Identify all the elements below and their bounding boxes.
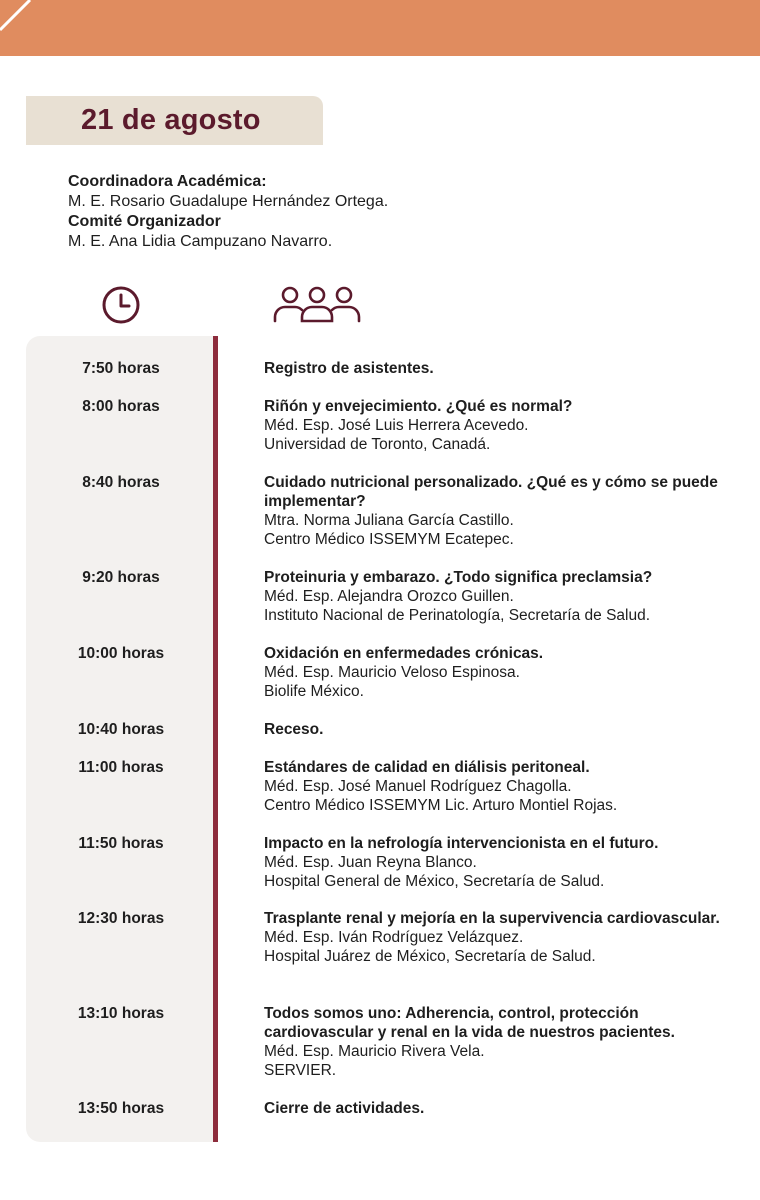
schedule-time: 13:10 horas	[77, 1005, 165, 1022]
session-speaker: Mtra. Norma Juliana García Castillo.	[264, 512, 514, 529]
session-institution: Biolife México.	[264, 683, 364, 700]
schedule-time: 8:00 horas	[82, 398, 160, 415]
session-title: Registro de asistentes.	[264, 360, 434, 377]
corner-stripe-icon	[0, 0, 40, 40]
schedule-time: 9:20 horas	[82, 569, 160, 586]
session-institution: Hospital General de México, Secretaría de Salud.	[264, 873, 605, 890]
session-title: Proteinuria y embarazo. ¿Todo significa preclamsia?	[264, 569, 653, 586]
schedule-time: 13:50 horas	[77, 1100, 165, 1117]
schedule-content	[264, 397, 734, 454]
session-institution: Instituto Nacional de Perinatología, Secretaría de Salud.	[264, 607, 651, 624]
date-tab	[26, 96, 323, 145]
session-title: Todos somos uno: Adherencia, control, protección cardiovascular y renal en la vida de nuestros pacientes.	[264, 1005, 675, 1041]
schedule-time: 10:40 horas	[77, 721, 165, 738]
session-institution: Hospital Juárez de México, Secretaría de Salud.	[264, 948, 596, 965]
schedule-content	[264, 359, 734, 378]
page-title-date: 21 de agosto	[81, 104, 261, 136]
committee-name: M. E. Ana Lidia Campuzano Navarro.	[68, 233, 333, 250]
session-title: Trasplante renal y mejoría en la supervivencia cardiovascular.	[264, 910, 720, 927]
session-title: Riñón y envejecimiento. ¿Qué es normal?	[264, 398, 573, 415]
schedule-content	[264, 720, 734, 739]
schedule-content	[264, 1099, 734, 1118]
schedule-time: 10:00 horas	[77, 645, 165, 662]
coordinator-label: Coordinadora Académica:	[68, 173, 267, 190]
session-title: Receso.	[264, 721, 324, 738]
session-institution: Universidad de Toronto, Canadá.	[264, 436, 491, 453]
session-speaker: Méd. Esp. Iván Rodríguez Velázquez.	[264, 929, 524, 946]
top-accent-band	[0, 0, 760, 56]
clock-icon	[101, 285, 141, 325]
schedule-time: 8:40 horas	[82, 474, 160, 491]
session-speaker: Méd. Esp. José Luis Herrera Acevedo.	[264, 417, 529, 434]
session-institution: Centro Médico ISSEMYM Ecatepec.	[264, 531, 514, 548]
session-title: Cierre de actividades.	[264, 1100, 425, 1117]
session-speaker: Méd. Esp. José Manuel Rodríguez Chagolla.	[264, 778, 572, 795]
session-speaker: Méd. Esp. Juan Reyna Blanco.	[264, 854, 477, 871]
schedule-content	[264, 1004, 734, 1080]
session-speaker: Méd. Esp. Mauricio Rivera Vela.	[264, 1043, 485, 1060]
session-institution: Centro Médico ISSEMYM Lic. Arturo Montiel Rojas.	[264, 797, 618, 814]
session-title: Oxidación en enfermedades crónicas.	[264, 645, 544, 662]
schedule-time: 7:50 horas	[82, 360, 160, 377]
schedule-content	[264, 834, 734, 891]
session-title: Impacto en la nefrología intervencionista en el futuro.	[264, 835, 659, 852]
coordination-block	[68, 172, 388, 252]
schedule-content	[264, 568, 734, 625]
session-title: Cuidado nutricional personalizado. ¿Qué es y cómo se puede implementar?	[264, 474, 718, 510]
schedule-time: 12:30 horas	[77, 910, 165, 927]
coordinator-name: M. E. Rosario Guadalupe Hernández Ortega.	[68, 193, 389, 210]
schedule-content	[264, 909, 734, 966]
session-institution: SERVIER.	[264, 1062, 337, 1079]
schedule-time: 11:00 horas	[78, 759, 164, 776]
session-speaker: Méd. Esp. Alejandra Orozco Guillen.	[264, 588, 514, 605]
schedule-content	[264, 758, 734, 815]
committee-label: Comité Organizador	[68, 213, 221, 230]
session-title: Estándares de calidad en diálisis peritoneal.	[264, 759, 590, 776]
session-speaker: Méd. Esp. Mauricio Veloso Espinosa.	[264, 664, 520, 681]
schedule-content	[264, 473, 734, 549]
schedule-content	[264, 644, 734, 701]
schedule-time: 11:50 horas	[78, 835, 164, 852]
people-icon	[272, 284, 362, 324]
